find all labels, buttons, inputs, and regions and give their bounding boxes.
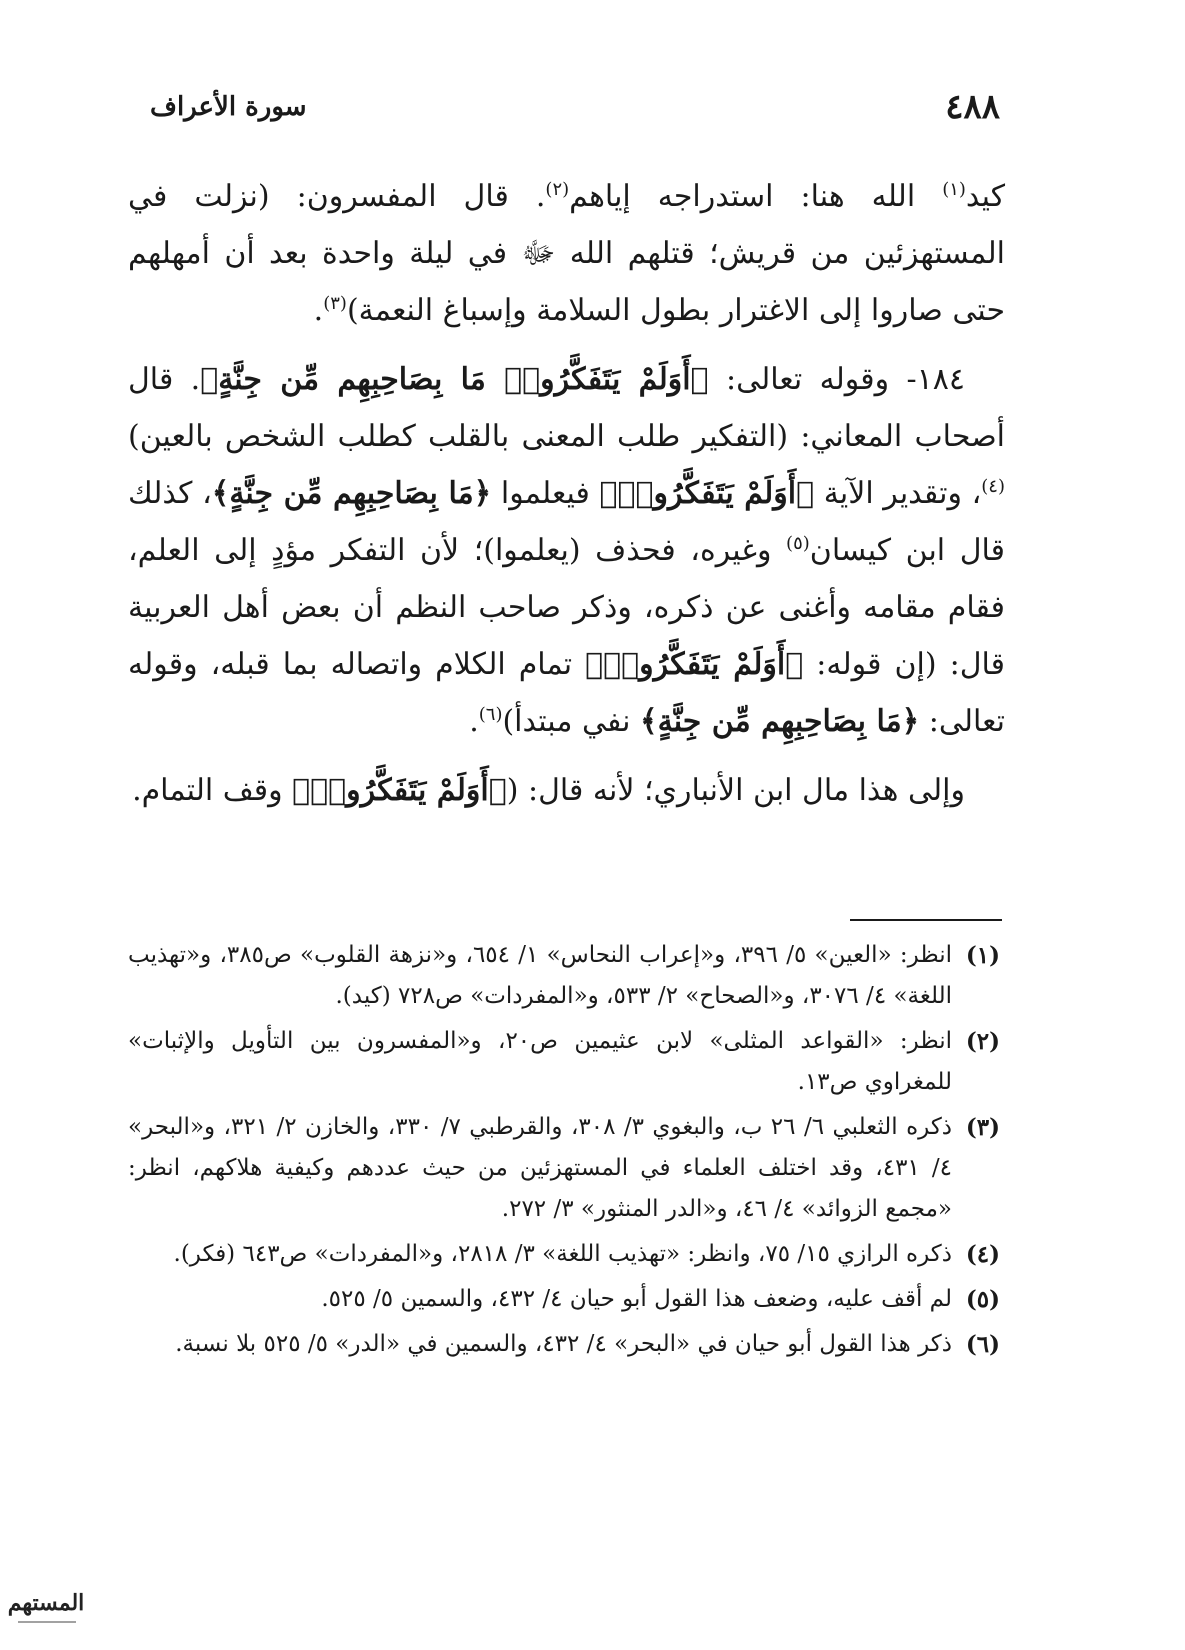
footnote-separator: [850, 919, 1002, 921]
text-segment: ١٨٤- وقوله تعالى:: [708, 362, 965, 397]
footnote-number: (٥): [965, 1286, 1000, 1313]
text-segment: .: [313, 293, 324, 328]
footnote-number: (٢): [965, 1028, 1000, 1055]
quran-verse: ﴿مَا بِصَاحِبِهِم مِّن جِنَّةٍ﴾: [211, 476, 492, 511]
quran-verse: ﴿أَوَلَمْ يَتَفَكَّرُوا۟﴾: [599, 476, 815, 511]
quran-verse: ﴿أَوَلَمْ يَتَفَكَّرُوا۟﴾: [585, 647, 804, 682]
text-segment: وقف التمام.: [132, 773, 293, 808]
text-segment: .: [469, 704, 479, 739]
text-segment: تمام الكلام واتصاله بما قبله، وقوله تعالى:: [128, 647, 1005, 739]
footnote-text: لم أقف عليه، وضعف هذا القول أبو حيان ٤/ ٤٣٢، والسمين ٥/ ٥٢٥.: [321, 1286, 952, 1312]
text-segment: وإلى هذا مال ابن الأنباري؛ لأنه قال: (: [506, 773, 965, 808]
page-number: ٤٨٨: [945, 87, 1000, 127]
text-segment: كيد: [965, 179, 1006, 214]
footnote: [128, 935, 1000, 1017]
footnote-text: ذكر هذا القول أبو حيان في «البحر» ٤/ ٤٣٢، والسمين في «الدر» ٥/ ٥٢٥ بلا نسبة.: [175, 1331, 952, 1357]
text-segment: فيعلموا: [491, 476, 600, 511]
text-segment: . قال المفسرون: (نزلت في المستهزئين من قريش؛ قتلهم الله ﷻ في ليلة واحدة بعد أن أمهلهم حتى صاروا إلى الاغترار بطول السلامة وإسباغ النعمة): [128, 179, 1005, 328]
footnote-ref-2: (٢): [545, 179, 570, 200]
footnote: [128, 1107, 1000, 1230]
paragraph-3: [128, 762, 1005, 819]
footnote-text: ذكره الثعلبي ٦/ ٢٦ ب، والبغوي ٣/ ٣٠٨، والقرطبي ٧/ ٣٣٠، والخازن ٢/ ٣٢١، و«البحر» ٤/ ٤٣١، وقد اختلف العلماء في المستهزئين من حيث عددهم وكيفية هلاكهم، انظر: «مجمع الزوائد» ٤/ ٤٦، و«الدر المنثور» ٣/ ٢٧٢.: [128, 1114, 953, 1222]
main-text: [128, 168, 1005, 831]
footnote-ref-4: (٤): [981, 476, 1005, 497]
quran-verse: ﴿مَا بِصَاحِبِهِم مِّن جِنَّةٍ﴾: [640, 704, 920, 739]
paragraph-1: [128, 168, 1005, 339]
footnote-ref-5: (٥): [786, 533, 810, 554]
footnote: [128, 1324, 1000, 1365]
quran-verse: ﴿أَوَلَمْ يَتَفَكَّرُوا۟﴾: [292, 773, 507, 808]
text-segment: ، وتقدير الآية: [814, 476, 982, 511]
text-segment: وغيره، فحذف (يعلموا)؛ لأن التفكر مؤدٍ إلى العلم، فقام مقامه وأغنى عن ذكره، وذكر صاحب النظم أن بعض أهل العربية قال: (إن قوله:: [128, 533, 1005, 682]
footnote-number: (٤): [965, 1241, 1000, 1268]
text-segment: ، كذلك قال ابن كيسان: [128, 476, 1005, 568]
footnote-text: انظر: «القواعد المثلى» لابن عثيمين ص٢٠، و«المفسرون بين التأويل والإثبات» للمغراوي ص١٣.: [128, 1028, 952, 1095]
footnote: [128, 1279, 1000, 1320]
footnote: [128, 1021, 1000, 1103]
footnote-ref-1: (١): [942, 179, 966, 200]
footnote-text: ذكره الرازي ١٥/ ٧٥، وانظر: «تهذيب اللغة» ٣/ ٢٨١٨، و«المفردات» ص٦٤٣ (فكر).: [173, 1241, 952, 1267]
footnote-number: (١): [965, 942, 1000, 969]
watermark-text: المستهم: [7, 1590, 85, 1616]
page-header: [150, 82, 1000, 132]
text-segment: الله هنا: استدراجه إياهم: [569, 179, 943, 214]
paragraph-2: [128, 351, 1005, 750]
text-segment: . قال أصحاب المعاني: (التفكير طلب المعنى بالقلب كطلب الشخص بالعين): [128, 362, 1005, 454]
footnote-number: (٣): [965, 1114, 1000, 1141]
footnotes: [128, 935, 1000, 1369]
footnote-ref-6: (٦): [478, 704, 503, 725]
footnote-text: انظر: «العين» ٥/ ٣٩٦، و«إعراب النحاس» ١/ ٦٥٤، و«نزهة القلوب» ص٣٨٥، و«تهذيب اللغة» ٤/ ٣٠٧٦، و«الصحاح» ٢/ ٥٣٣، و«المفردات» ص٧٢٨ (كيد).: [128, 942, 952, 1009]
footnote-number: (٦): [965, 1331, 1000, 1358]
quran-verse: ﴿أَوَلَمْ يَتَفَكَّرُوا۟ مَا بِصَاحِبِهِم مِّن جِنَّةٍ﴾: [200, 362, 709, 397]
surah-title: سورة الأعراف: [150, 92, 307, 122]
footnote: [128, 1234, 1000, 1275]
footnote-ref-3: (٣): [323, 293, 347, 314]
watermark-logo: [6, 1572, 86, 1634]
text-segment: نفي مبتدأ): [502, 704, 641, 739]
